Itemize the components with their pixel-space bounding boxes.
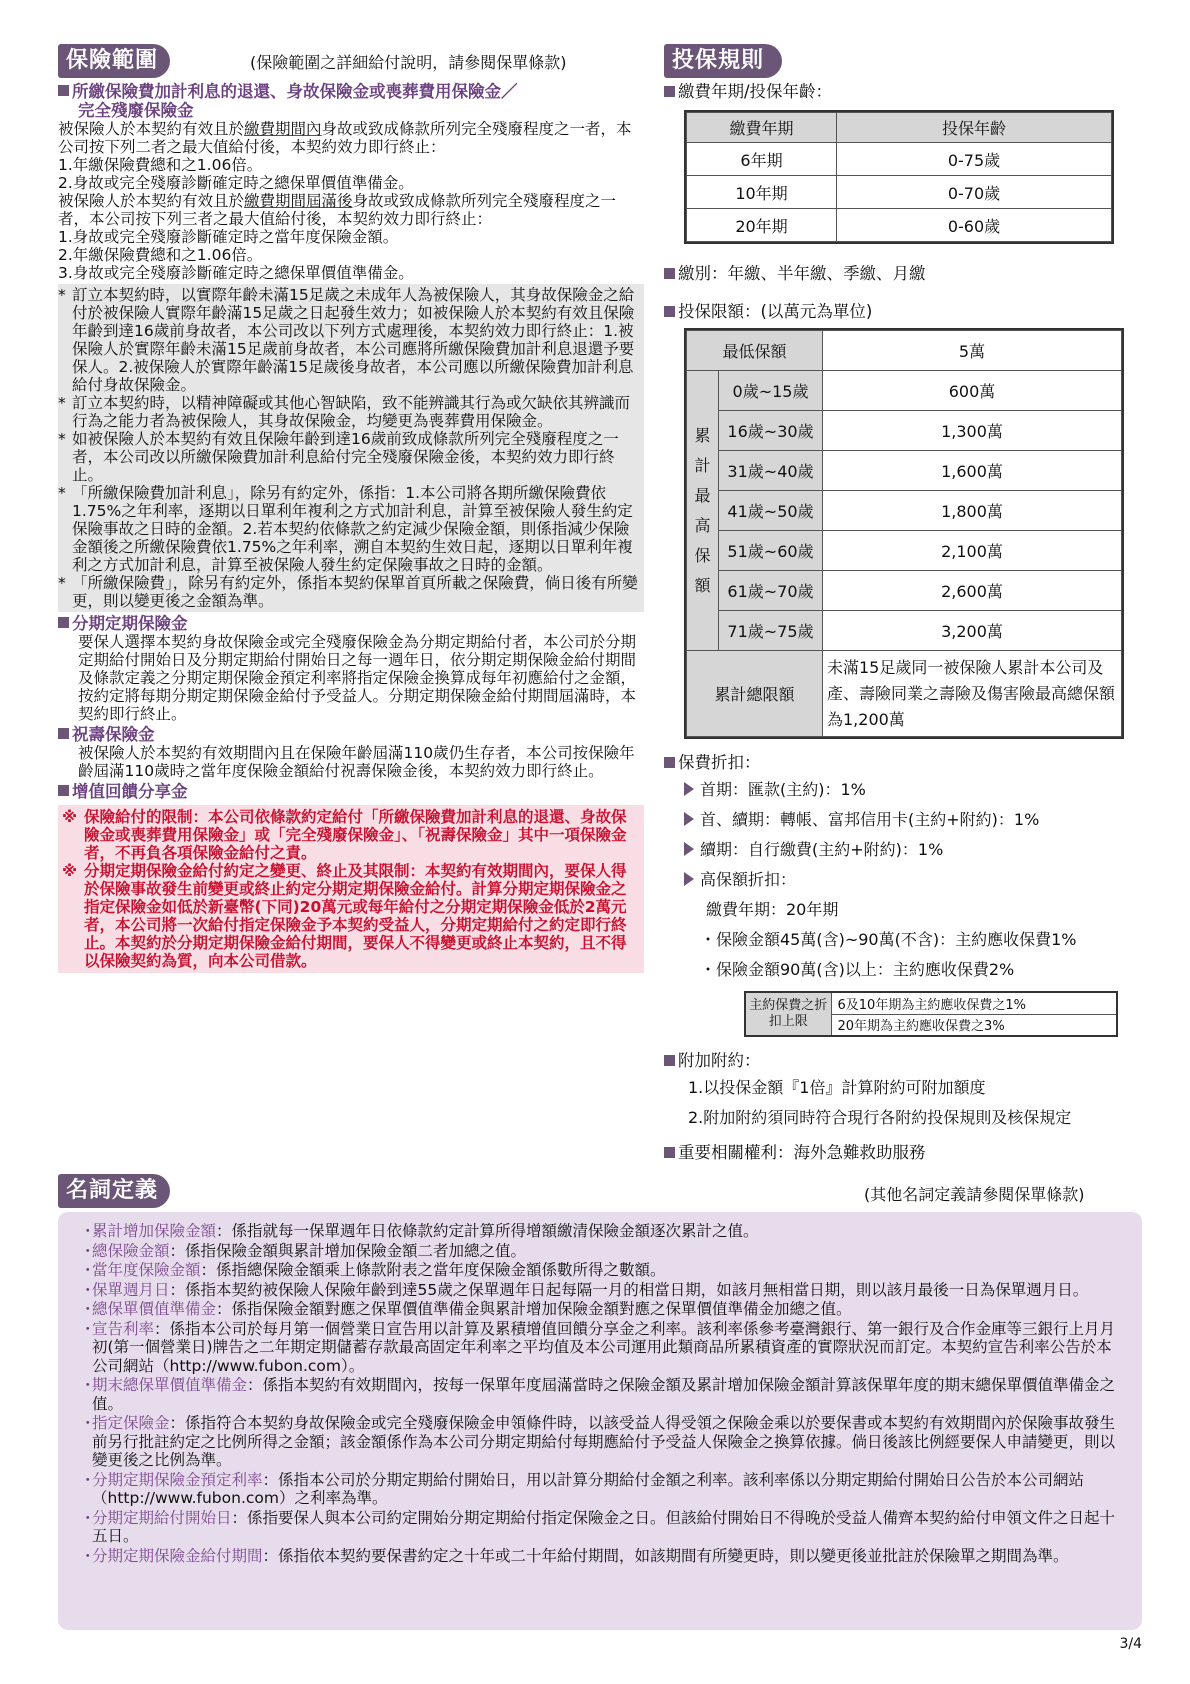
term: 分期定期給付開始日 [92, 1508, 232, 1527]
term: 當年度保險金額 [92, 1261, 201, 1279]
table-row [687, 143, 1112, 176]
age-table [686, 112, 1112, 242]
square-bullet-icon [58, 728, 69, 739]
term: 分期定期保險金預定利率 [92, 1470, 263, 1489]
cumulative-label-cell [687, 371, 719, 651]
definition-item [80, 1509, 1120, 1546]
table-row [687, 209, 1112, 242]
heading-text: 祝壽保險金 [72, 725, 155, 744]
text: 高保額折扣： [700, 870, 797, 889]
coverage-tab: 保險範圍 [58, 44, 170, 78]
term: 宣告利率 [92, 1319, 155, 1338]
triangle-bullet-icon [684, 812, 694, 826]
bullet-icon: ・ [80, 1280, 96, 1299]
bullet-icon: ・ [80, 1376, 96, 1394]
heading-text: 保費折扣： [678, 753, 761, 772]
heading-text: 所繳保險費加計利息的退還、身故保險金或喪葬費用保險金／ [72, 82, 518, 101]
text: 身故或致成條款所列完全殘廢程度之一者，本公司按下列二者之最大值給付後，本契約效力即行終止： [58, 120, 632, 156]
cell: 6年期 [687, 143, 837, 176]
cell: 0-60歲 [837, 209, 1112, 242]
heading-text: 繳費年期/投保年齡： [678, 82, 833, 101]
asterisk-icon: * [58, 286, 66, 304]
cell: 2,600萬 [823, 571, 1122, 611]
definitions-box [58, 1212, 1142, 1630]
text: 被保險人於本契約有效且於 [58, 120, 245, 138]
warning-item [62, 862, 640, 970]
underlined-text: 繳費期間屆滿後 [244, 192, 353, 210]
bullet-icon: ・ [80, 1300, 96, 1318]
table-row [687, 371, 1122, 411]
text: 繳別：年繳、半年繳、季繳、月繳 [678, 264, 926, 283]
triangle-bullet-icon [684, 872, 694, 886]
definition-item [80, 1242, 1120, 1261]
rules-tab: 投保規則 [664, 44, 782, 78]
bullet-icon: ・ [80, 1319, 96, 1338]
note-item [58, 286, 640, 394]
column-header: 投保年齡 [837, 113, 1112, 143]
freq-line [664, 262, 1144, 286]
definition-item [80, 1547, 1120, 1566]
note-item [58, 484, 640, 574]
text: ・保險金額90萬(含)以上：主約應收保費2% [700, 960, 1015, 979]
table-row [687, 571, 1122, 611]
cell: 16歲~30歲 [719, 411, 823, 451]
table-header-row [687, 113, 1112, 143]
heading-text-cont: 完全殘廢保險金 [78, 101, 194, 120]
defs-note: (其他名詞定義請參閱保單條款) [864, 1185, 1085, 1204]
coverage-heading-2 [58, 614, 644, 633]
cell: 最低保額 [687, 331, 823, 371]
term: 總保單價值準備金 [92, 1300, 217, 1318]
text: 首期：匯款(主約)：1% [700, 780, 866, 799]
table-row [687, 611, 1122, 651]
coverage-note: (保險範圍之詳細給付說明，請參閱保單條款) [250, 53, 567, 72]
reference-mark-icon: ※ [62, 808, 78, 826]
coverage-heading-1 [58, 82, 644, 120]
note-item [58, 394, 640, 430]
char: 累 [694, 425, 711, 445]
column-header: 繳費年期 [687, 113, 837, 143]
cell: 41歲~50歲 [719, 491, 823, 531]
triangle-bullet-icon [684, 782, 694, 796]
reference-mark-icon: ※ [62, 862, 78, 880]
square-bullet-icon [664, 1055, 675, 1066]
limit-table-frame [684, 328, 1124, 739]
definition-text: ：係指本公司於每月第一個營業日宣告用以計算及累積增值回饋分享金之利率。該利率係參考臺灣銀行、第一銀行及合作金庫等三銀行上月月初(第一個營業日)牌告之二年期定期儲蓄存款最高固定年利率之平均值及本公司運用此類商品所累積資產的實際狀況而訂定。本契約宣告利率公告於本公司網站（http://www.fubon.com）。 [92, 1319, 1116, 1375]
limit-heading [664, 300, 1144, 324]
discount-item [684, 805, 1144, 835]
bullet-icon: ・ [80, 1546, 96, 1565]
note-text: 訂立本契約時，以實際年齡未滿15足歲之未成年人為被保險人，其身故保險金之給付於被保險人實際年齡滿15足歲之日起發生效力；如被保險人於本契約有效且保險年齡到達16歲前身故者，本公司改以下列方式處理後，本契約效力即行終止：1.被保險人於實際年齡未滿15足歲前身故者，本公司應將所繳保險費加計利息退還予要保人。2.被保險人於實際年齡滿15足歲後身故者，本公司應以所繳保險費加計利息給付身故保險金。 [72, 286, 635, 394]
text: 2.附加附約須同時符合現行各附約投保規則及核保規定 [688, 1108, 1072, 1127]
heading-text: 增值回饋分享金 [72, 782, 188, 801]
table-row [687, 411, 1122, 451]
page-number: 3/4 [1119, 1636, 1142, 1652]
definition-item [80, 1300, 1120, 1319]
discount-list [664, 775, 1144, 985]
discount-item [684, 865, 1144, 895]
cell: 0-75歲 [837, 143, 1112, 176]
paragraph: 2.年繳保險費總和之1.06倍。 [58, 246, 263, 264]
definition-item [80, 1281, 1120, 1300]
definition-text: ：係指保險金額與累計增加保險金額二者加總之值。 [169, 1241, 527, 1260]
bullet-icon: ・ [80, 1261, 96, 1279]
cell: 3,200萬 [823, 611, 1122, 651]
paragraph: 被保險人於本契約有效期間內且在保險年齡屆滿110歲仍生存者，本公司按保險年齡屆滿110歲時之當年度保險金額給付祝壽保險金後，本契約效力即行終止。 [78, 744, 635, 780]
note-text: 訂立本契約時，以精神障礙或其他心智缺陷，致不能辨識其行為或欠缺依其辨識而行為之能力者為被保險人，其身故保險金，均變更為喪葬費用保險金。 [72, 394, 631, 430]
cell: 5萬 [823, 331, 1122, 371]
cell: 1,600萬 [823, 451, 1122, 491]
paragraph [58, 120, 644, 156]
definition-text: ：係指要保人與本公司約定開始分期定期給付指定保險金之日。但該給付開始日不得晚於受益人備齊本契約給付申領文件之日起十五日。 [92, 1508, 1116, 1545]
cell: 71歲~75歲 [719, 611, 823, 651]
square-bullet-icon [664, 306, 675, 317]
definition-text: ：係指保險金額對應之保單價值準備金與累計增加保險金額對應之保單價值準備金加總之值。 [216, 1300, 852, 1318]
char: 保 [694, 545, 711, 565]
cell: 20年期為主約應收保費之3% [831, 1014, 1117, 1036]
paragraph: 2.身故或完全殘廢診斷確定時之總保單價值準備金。 [58, 174, 414, 192]
coverage-heading-3 [58, 725, 644, 744]
age-heading [664, 80, 1144, 104]
cell: 1,800萬 [823, 491, 1122, 531]
definition-item [80, 1320, 1120, 1376]
cell: 主約保費之折扣上限 [745, 992, 831, 1036]
defs-tab: 名詞定義 [58, 1174, 170, 1208]
text: ・保險金額45萬(含)~90萬(不含)：主約應收保費1% [700, 930, 1077, 949]
definition-text: ：係指本公司於分期定期給付開始日，用以計算分期給付金額之利率。該利率係以分期定期給付開始日公告於本公司網站（http://www.fubon.com）之利率為準。 [92, 1470, 1085, 1507]
square-bullet-icon [664, 1147, 675, 1158]
warning-text: 保險給付的限制：本公司依條款約定給付「所繳保險費加計利息的退還、身故保險金或喪葬費用保險金」或「完全殘廢保險金」、「祝壽保險金」其中一項保險金者，不再負各項保險金給付之責。 [84, 808, 627, 862]
text: 繳費年期：20年期 [706, 900, 839, 919]
discount-item [684, 835, 1144, 865]
asterisk-icon: * [58, 394, 66, 412]
cell: 累計總限額 [687, 651, 823, 737]
cell: 51歲~60歲 [719, 531, 823, 571]
table-row [687, 331, 1122, 371]
limit-table [686, 330, 1122, 737]
table-row [687, 531, 1122, 571]
term: 總保險金額 [92, 1241, 170, 1260]
char: 最 [694, 485, 711, 505]
text: 續期：自行繳費(主約+附約)：1% [700, 840, 944, 859]
bullet-icon: ・ [80, 1222, 96, 1240]
square-bullet-icon [58, 785, 69, 796]
heading-text: 附加附約： [678, 1051, 761, 1070]
note-item [58, 430, 640, 484]
square-bullet-icon [664, 268, 675, 279]
definition-text: ：係指總保險金額乘上條款附表之當年度保險金額係數所得之數額。 [200, 1261, 666, 1279]
cell: 1,300萬 [823, 411, 1122, 451]
bullet-icon: ・ [80, 1470, 96, 1489]
definition-item [80, 1261, 1120, 1280]
note-item [58, 574, 640, 610]
cell: 0歲~15歲 [719, 371, 823, 411]
bullet-icon: ・ [80, 1508, 96, 1527]
note-text: 如被保險人於本契約有效且保險年齡到達16歲前致成條款所列完全殘廢程度之一者，本公司改以所繳保險費加計利息給付完全殘廢保險金後，本契約效力即行終止。 [72, 430, 619, 484]
definition-text: ：係指符合本契約身故保險金或完全殘廢保險金申領條件時，以該受益人得受領之保險金乘以於要保書或本契約有效期間內於保險事故發生前另行批註約定之比例所得之金額；該金額係作為本公司分期定期給付每期應給付予受益人保險金之換算依據。倘日後該比例經要保人申請變更，則以變更後之比例為準。 [92, 1414, 1116, 1469]
age-table-frame [684, 110, 1114, 244]
cell: 6及10年期為主約應收保費之1% [831, 992, 1117, 1014]
discount-heading [664, 751, 1144, 775]
square-bullet-icon [664, 86, 675, 97]
coverage-column [58, 80, 644, 973]
term: 分期定期保險金給付期間 [92, 1546, 263, 1565]
warning-text: 分期定期保險金給付約定之變更、終止及其限制：本契約有效期間內，要保人得於保險事故發生前變更或終止約定分期定期保險金給付。計算分期定期保險金之指定保險金如低於新臺幣(下同)20萬元或每年給付之分期定期保險金低於2萬元者，本公司將一次給付指定保險金予本契約受益人，分期定期給付之約定即行終止。本契約於分期定期保險金給付期間，要保人不得變更或終止本契約，且不得以保險契約為質，向本公司借款。 [84, 862, 627, 970]
definition-text: ：係指依本契約要保書約定之十年或二十年給付期間，如該期間有所變更時，則以變更後並批註於保險單之期間為準。 [262, 1546, 1069, 1565]
term: 保單週月日 [92, 1280, 170, 1299]
cell: 2,100萬 [823, 531, 1122, 571]
heading-text: 分期定期保險金 [72, 614, 188, 633]
asterisk-icon: * [58, 574, 66, 592]
char: 額 [694, 575, 711, 595]
term: 累計增加保險金額 [92, 1222, 217, 1240]
heading-text: 投保限額：(以萬元為單位) [678, 302, 873, 321]
definition-text: ：係指就每一保單週年日依條款約定計算所得增額繳清保險金額逐次累計之值。 [216, 1222, 759, 1240]
square-bullet-icon [58, 85, 69, 96]
paragraph: 要保人選擇本契約身故保險金或完全殘廢保險金為分期定期給付者，本公司於分期定期給付開始日及分期定期給付開始日之每一週年日，依分期定期保險金給付期間及條款定義之分期定期保險金預定利率將指定保險金換算成每年初應給付之金額，按約定將每期分期定期保險金給付予受益人。分期定期保險金給付期間屆滿時，本契約即行終止。 [78, 633, 637, 723]
discount-cap-table [744, 991, 1118, 1037]
definition-text: ：係指本契約被保險人保險年齡到達55歲之保單週年日起每隔一月的相當日期，如該月無相當日期，則以該月最後一日為保單週月日。 [169, 1280, 1089, 1299]
bullet-icon: ・ [80, 1241, 96, 1260]
warning-box [58, 805, 644, 973]
asterisk-icon: * [58, 430, 66, 448]
triangle-bullet-icon [684, 842, 694, 856]
char: 計 [694, 455, 711, 475]
table-row [687, 491, 1122, 531]
paragraph: 1.年繳保險費總和之1.06倍。 [58, 156, 263, 174]
cell: 10年期 [687, 176, 837, 209]
cell: 61歲~70歲 [719, 571, 823, 611]
table-row [687, 451, 1122, 491]
definition-item [80, 1414, 1120, 1470]
cell: 0-70歲 [837, 176, 1112, 209]
cell: 600萬 [823, 371, 1122, 411]
paragraph [58, 192, 644, 228]
rider-heading [664, 1049, 1144, 1073]
cell: 31歲~40歲 [719, 451, 823, 491]
text: 身故或致成條款所列完全殘廢程度之一者，本公司按下列三者之最大值給付後，本契約效力即行終止： [58, 192, 617, 228]
paragraph: 1.身故或完全殘廢診斷確定時之當年度保險金額。 [58, 228, 399, 246]
definition-item [80, 1376, 1120, 1413]
text: 首、續期：轉帳、富邦信用卡(主約+附約)：1% [700, 810, 1040, 829]
definition-item [80, 1471, 1120, 1508]
text: 1.以投保金額『1倍』計算附約可附加額度 [688, 1078, 986, 1097]
notes-box [58, 284, 644, 612]
text: 被保險人於本契約有效且於 [58, 192, 245, 210]
table-row [687, 176, 1112, 209]
cell: 未滿15足歲同一被保險人累計本公司及產、壽險同業之壽險及傷害險最高總保額為1,200萬 [823, 651, 1122, 737]
rights-line [664, 1141, 1144, 1165]
term: 期末總保單價值準備金 [92, 1376, 248, 1394]
warning-item [62, 808, 640, 862]
square-bullet-icon [664, 757, 675, 768]
table-row [687, 651, 1122, 737]
paragraph: 3.身故或完全殘廢診斷確定時之總保單價值準備金。 [58, 264, 414, 282]
bullet-icon: ・ [80, 1414, 96, 1432]
note-text: 「所繳保險費加計利息」，除另有約定外，係指：1.本公司將各期所繳保險費依1.75%之年利率，逐期以日單利年複利之方式加計利息，計算至被保險人發生約定保險事故之日時的金額。2.若本契約依條款之約定減少保險金額，則係指減少保險金額後之所繳保險費依1.75%之年利率，溯自本契約生效日起，逐期以日單利年複利之方式加計利息，計算至被保險人發生約定保險事故之日時的金額。 [72, 484, 633, 574]
definition-item [80, 1222, 1120, 1241]
discount-item [684, 775, 1144, 805]
term: 指定保險金 [92, 1414, 170, 1432]
note-text: 「所繳保險費」，除另有約定外，係指本契約保單首頁所載之保險費，倘日後有所變更，則以變更後之金額為準。 [72, 574, 638, 610]
cell: 20年期 [687, 209, 837, 242]
coverage-heading-4 [58, 782, 644, 801]
definition-text: ：係指本契約有效期間內，按每一保單年度屆滿當時之保險金額及累計增加保險金額計算該保單年度的期末總保單價值準備金之值。 [92, 1376, 1116, 1413]
asterisk-icon: * [58, 484, 66, 502]
text: 重要相關權利：海外急難救助服務 [678, 1143, 926, 1162]
rules-column [664, 80, 1144, 1165]
char: 高 [694, 515, 711, 535]
underlined-text: 繳費期間內 [244, 120, 322, 138]
table-row [745, 992, 1117, 1014]
square-bullet-icon [58, 617, 69, 628]
